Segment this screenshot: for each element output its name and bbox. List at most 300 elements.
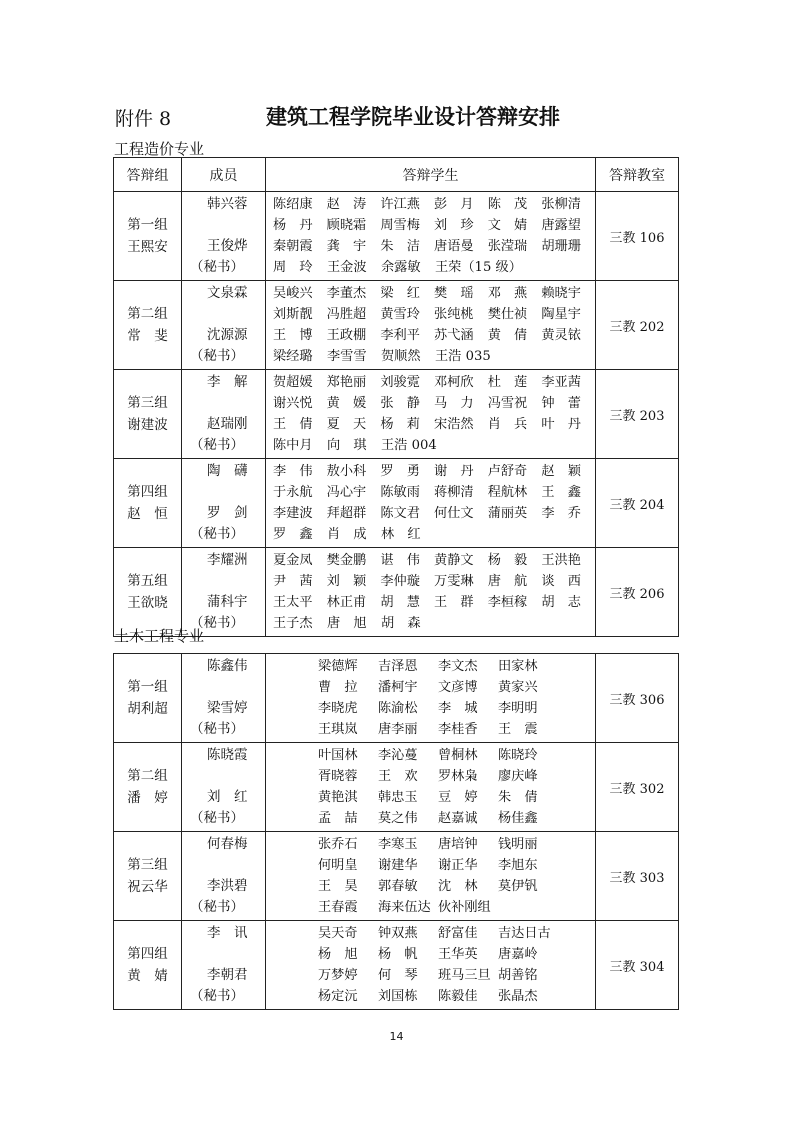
students-cell [266,654,596,743]
student-name: 樊金鹏 [326,553,367,568]
student-line [273,524,595,545]
section-label-civil: 土木工程专业 [114,627,205,645]
student-name: 胥晓蓉 [318,769,358,784]
student-name: 陈文君 [380,506,420,521]
student-name: 杨 莉 [380,417,420,432]
student-line [273,414,595,435]
student-line [318,787,595,808]
student-name: 于永航 [273,485,313,500]
student-name: 拜超群 [326,506,367,521]
student-name: 谢建华 [378,858,418,873]
student-name: 吴天奇 [318,926,358,941]
student-name: 李文杰 [438,659,478,674]
student-line [273,435,595,456]
student-name: 陈绍康 [273,197,313,212]
student-name: 余露敏 [381,260,421,275]
group-row [114,743,679,832]
group-name: 第二组 [127,306,168,322]
member-name: 李 讯 [207,925,248,941]
student-name: 何明皇 [318,858,358,873]
member-name [182,215,265,236]
member-name [182,944,265,965]
member-name: 蒲科宇 [207,594,248,610]
student-name: 谢兴悦 [273,396,313,411]
student-line [273,257,595,278]
group-name: 第四组 [127,946,168,962]
student-name: 周雪梅 [380,218,420,233]
student-line [273,283,595,304]
student-name: 尹 茜 [273,574,313,589]
page-title: 建筑工程学院毕业设计答辩安排 [266,105,560,129]
secretary-label: （秘书） [190,810,244,826]
student-name: 赵 颖 [541,464,581,479]
group-cell [114,743,182,832]
student-name: 刘 珍 [434,218,474,233]
student-name: 邓 燕 [487,286,528,301]
group-row [114,654,679,743]
student-line [318,965,595,986]
student-name: 王洪艳 [541,553,581,568]
room-cell: 三教 203 [596,370,679,459]
group-name: 第四组 [127,484,168,500]
group-leader: 黄 婧 [127,968,168,984]
student-name: 郑艳丽 [326,375,367,390]
table-header-row [114,158,679,192]
member-name: 沈源源 [207,327,248,343]
member-name [182,677,265,698]
student-name: 冯心宇 [326,485,367,500]
student-name: 马 力 [434,396,474,411]
group-leader: 常 斐 [127,328,168,344]
student-name: 王 倩 [273,417,313,432]
student-name: 黄艳淇 [318,790,358,805]
student-name: 刘骏霓 [380,375,420,390]
student-name: 张滢瑞 [487,239,528,254]
group-row [114,370,679,459]
group-cell [114,192,182,281]
student-name: 秦朝霞 [273,239,313,254]
student-name: 莫之伟 [378,811,418,826]
student-name: 黄静文 [434,553,474,568]
room-cell: 三教 106 [596,192,679,281]
group-cell [114,921,182,1010]
student-name: 李仲璇 [380,574,420,589]
student-line [318,986,595,1007]
members-cell [182,281,266,370]
student-line [318,944,595,965]
group-name: 第三组 [127,857,168,873]
student-name: 樊 瑶 [434,286,474,301]
student-line [273,482,595,503]
student-name: 罗 鑫 [273,527,313,542]
student-name: 杨 帆 [378,947,418,962]
student-name: 万梦婷 [318,968,358,983]
student-name: 李雪雪 [327,349,367,364]
group-leader: 祝云华 [127,879,168,895]
student-name: 张柳清 [541,197,581,212]
header-group: 答辩组 [114,158,182,192]
student-name: 林正甫 [326,595,367,610]
student-name: 李明明 [498,701,538,716]
student-name: 杨 旭 [318,947,358,962]
student-name: 杜 莲 [487,375,528,390]
student-name: 邓柯欣 [434,375,474,390]
student-name: 赖晓宇 [541,286,581,301]
students-cell [266,192,596,281]
student-name: 李寒玉 [378,837,418,852]
student-name: 李沁蔓 [378,748,418,763]
student-name: 夏 天 [326,417,367,432]
student-name: 张乔石 [318,837,358,852]
student-name: 黄家兴 [498,680,538,695]
student-name: 夏金凤 [273,553,313,568]
group-name: 第二组 [127,768,168,784]
group-cell [114,548,182,637]
student-name: 唐嘉岭 [498,947,538,962]
student-name: 罗 勇 [380,464,420,479]
student-line [273,346,595,367]
student-name: 唐 旭 [327,616,367,631]
student-line [318,834,595,855]
members-cell [182,459,266,548]
student-name: 王政棚 [326,328,367,343]
student-name: 李旭东 [498,858,538,873]
student-line [318,745,595,766]
student-name: 梁德辉 [318,659,358,674]
student-name: 李亚茜 [541,375,581,390]
student-name: 王 欢 [378,769,418,784]
member-name: 文泉霖 [207,285,248,301]
student-name: 卢舒奇 [487,464,528,479]
student-line [273,461,595,482]
student-name: 杨 丹 [273,218,313,233]
student-line [273,215,595,236]
student-name: 李 乔 [541,506,581,521]
members-cell [182,743,266,832]
student-line [318,855,595,876]
student-name: 罗林枭 [438,769,478,784]
room-cell: 三教 303 [596,832,679,921]
student-name: 胡 志 [541,595,581,610]
header-students: 答辩学生 [266,158,596,192]
student-name: 李晓虎 [318,701,358,716]
student-line [273,236,595,257]
member-name [182,766,265,787]
group-leader: 王熙安 [127,239,168,255]
member-name: 李耀洲 [207,552,248,568]
student-name: 李利平 [380,328,420,343]
member-name: 韩兴蓉 [207,196,248,212]
student-line [273,194,595,215]
student-name: 刘斯靓 [273,307,313,322]
student-line [273,571,595,592]
schedule-table-civil [113,653,679,1010]
student-name: 舒富佳 [438,926,478,941]
student-name: 万雯琳 [434,574,474,589]
student-name: 敖小科 [326,464,367,479]
student-name: 冯胜超 [326,307,367,322]
member-name: 陈鑫伟 [207,658,248,674]
student-name: 李建波 [273,506,313,521]
student-name: 陈渝松 [378,701,418,716]
group-row [114,281,679,370]
student-name: 梁 红 [380,286,420,301]
student-name: 胡善铭 [498,968,538,983]
group-cell [114,832,182,921]
student-line [318,808,595,829]
room-cell: 三教 202 [596,281,679,370]
students-cell [266,921,596,1010]
group-name: 第一组 [127,679,168,695]
room-cell: 三教 302 [596,743,679,832]
student-name: 文 婧 [487,218,528,233]
student-name: 文彦博 [438,680,478,695]
members-cell [182,192,266,281]
secretary-label: （秘书） [190,348,244,364]
student-name: 何 琴 [378,968,418,983]
student-name: 冯雪祝 [487,396,528,411]
members-cell [182,832,266,921]
student-name: 王 群 [434,595,474,610]
student-name: 胡 森 [381,616,421,631]
student-name: 王 鑫 [541,485,581,500]
student-name: 陈敏雨 [380,485,420,500]
students-cell [266,832,596,921]
student-name: 黄 倩 [487,328,528,343]
group-cell [114,459,182,548]
student-name: 王太平 [273,595,313,610]
student-name: 沈 林 [438,879,478,894]
student-line [318,656,595,677]
student-name: 贺顺然 [381,349,421,364]
student-name: 宋浩然 [434,417,474,432]
student-name: 王浩 004 [381,438,437,453]
student-name: 吉泽恩 [378,659,418,674]
student-name: 班马三旦 [438,968,491,983]
attachment-label: 附件 8 [115,108,172,130]
student-name: 李 城 [438,701,478,716]
secretary-label: （秘书） [190,899,244,915]
student-name: 黄 媛 [326,396,367,411]
student-name: 陈毅佳 [438,989,478,1004]
members-cell [182,921,266,1010]
student-name: 程航林 [487,485,528,500]
student-name: 王子杰 [273,616,313,631]
group-cell [114,654,182,743]
student-name: 陈晓玲 [498,748,538,763]
student-name: 胡珊珊 [541,239,581,254]
members-cell [182,548,266,637]
member-name: 李朝君 [207,967,248,983]
group-name: 第三组 [127,395,168,411]
student-name: 梁经璐 [273,349,313,364]
student-name: 杨佳鑫 [498,811,538,826]
student-name: 刘 颖 [326,574,367,589]
student-name: 王琪岚 [318,722,358,737]
student-line [318,923,595,944]
student-name: 唐语曼 [434,239,474,254]
student-name: 张 静 [380,396,420,411]
secretary-label: （秘书） [190,526,244,542]
member-name [182,304,265,325]
student-name: 刘国栋 [378,989,418,1004]
student-name: 朱 倩 [498,790,538,805]
member-name: 梁雪婷 [207,700,248,716]
student-name: 莫伊钒 [498,879,538,894]
student-name: 黄雪玲 [380,307,420,322]
student-name: 郭春敏 [378,879,418,894]
student-name: 周 玲 [273,260,313,275]
student-name: 胡 慧 [380,595,420,610]
group-leader: 赵 恒 [127,506,168,522]
student-name: 钟 蕾 [541,396,581,411]
student-name: 吴峻兴 [273,286,313,301]
schedule-table-cost [113,157,679,637]
member-name: 陶 礴 [207,463,248,479]
member-name [182,855,265,876]
student-name: 陈 茂 [487,197,528,212]
members-cell [182,370,266,459]
student-line [273,550,595,571]
member-name: 陈晓霞 [207,747,248,763]
student-name: 豆 婷 [438,790,478,805]
header-members: 成员 [182,158,266,192]
student-name: 李桓稼 [487,595,528,610]
student-name: 林 红 [381,527,421,542]
student-name: 蒲丽英 [487,506,528,521]
secretary-label: （秘书） [190,615,244,631]
room-cell: 三教 306 [596,654,679,743]
page-number: 14 [389,1030,404,1043]
group-leader: 潘 婷 [127,790,168,806]
student-line [318,698,595,719]
member-name: 王俊烨 [207,238,248,254]
secretary-label: （秘书） [190,988,244,1004]
students-cell [266,281,596,370]
student-name: 海来伍达 [378,900,431,915]
student-name: 孟 喆 [318,811,358,826]
student-line [318,766,595,787]
student-line [318,876,595,897]
student-name: 顾晓霜 [326,218,367,233]
member-name [182,482,265,503]
student-name: 谈 西 [541,574,581,589]
student-line [273,503,595,524]
group-name: 第一组 [127,217,168,233]
student-name: 张晶杰 [498,989,538,1004]
secretary-label: （秘书） [190,259,244,275]
student-name: 樊仕祯 [487,307,528,322]
member-name: 李 解 [207,374,248,390]
group-row [114,459,679,548]
group-cell [114,370,182,459]
student-name: 叶 丹 [541,417,581,432]
student-name: 肖 兵 [487,417,528,432]
group-row [114,548,679,637]
student-name: 李 伟 [273,464,313,479]
member-name [182,393,265,414]
member-name: 何春梅 [207,836,248,852]
student-name: 吉达日古 [498,926,551,941]
student-name: 曾桐林 [438,748,478,763]
header-room: 答辩教室 [596,158,679,192]
students-cell [266,459,596,548]
student-name: 蒋柳清 [434,485,474,500]
group-leader: 胡利超 [127,701,168,717]
member-name: 刘 红 [207,789,248,805]
member-name: 罗 剑 [207,505,248,521]
student-name: 王荣（15 级） [435,260,522,275]
student-name: 贺超媛 [273,375,313,390]
member-name [182,571,265,592]
group-row [114,832,679,921]
student-name: 王 震 [498,722,538,737]
student-name: 潘柯宇 [378,680,418,695]
group-row [114,921,679,1010]
student-name: 伙补刚组 [438,900,491,915]
student-line [318,719,595,740]
student-name: 田家林 [498,659,538,674]
student-line [273,304,595,325]
member-name: 李洪碧 [207,878,248,894]
student-name: 王金波 [327,260,367,275]
group-cell [114,281,182,370]
student-line [318,897,595,918]
student-line [273,325,595,346]
secretary-label: （秘书） [190,721,244,737]
student-name: 王春霞 [318,900,358,915]
student-name: 张纯桃 [434,307,474,322]
student-name: 陶星宇 [541,307,581,322]
student-name: 龚 宇 [326,239,367,254]
member-name: 赵瑞刚 [207,416,248,432]
student-name: 李董杰 [326,286,367,301]
student-name: 黄灵铱 [541,328,581,343]
student-line [273,592,595,613]
student-name: 陈中月 [273,438,313,453]
student-name: 曹 拉 [318,680,358,695]
student-name: 韩忠玉 [378,790,418,805]
student-name: 赵嘉诚 [438,811,478,826]
student-name: 杨 毅 [487,553,528,568]
student-name: 钟双燕 [378,926,418,941]
student-name: 廖庆峰 [498,769,538,784]
student-name: 谌 伟 [380,553,420,568]
student-name: 王 博 [273,328,313,343]
group-leader: 王欲晓 [127,595,168,611]
room-cell: 三教 206 [596,548,679,637]
student-name: 朱 洁 [380,239,420,254]
student-name: 谢 丹 [434,464,474,479]
student-name: 彭 月 [434,197,474,212]
student-name: 王浩 035 [435,349,491,364]
students-cell [266,370,596,459]
group-row [114,192,679,281]
student-name: 向 琪 [327,438,367,453]
student-line [318,677,595,698]
student-line [273,613,595,634]
members-cell [182,654,266,743]
student-name: 何仕文 [434,506,474,521]
student-name: 肖 成 [327,527,367,542]
student-name: 王华英 [438,947,478,962]
student-name: 唐李丽 [378,722,418,737]
student-line [273,372,595,393]
student-name: 苏弋涵 [434,328,474,343]
group-name: 第五组 [127,573,168,589]
students-cell [266,743,596,832]
student-name: 王 昊 [318,879,358,894]
